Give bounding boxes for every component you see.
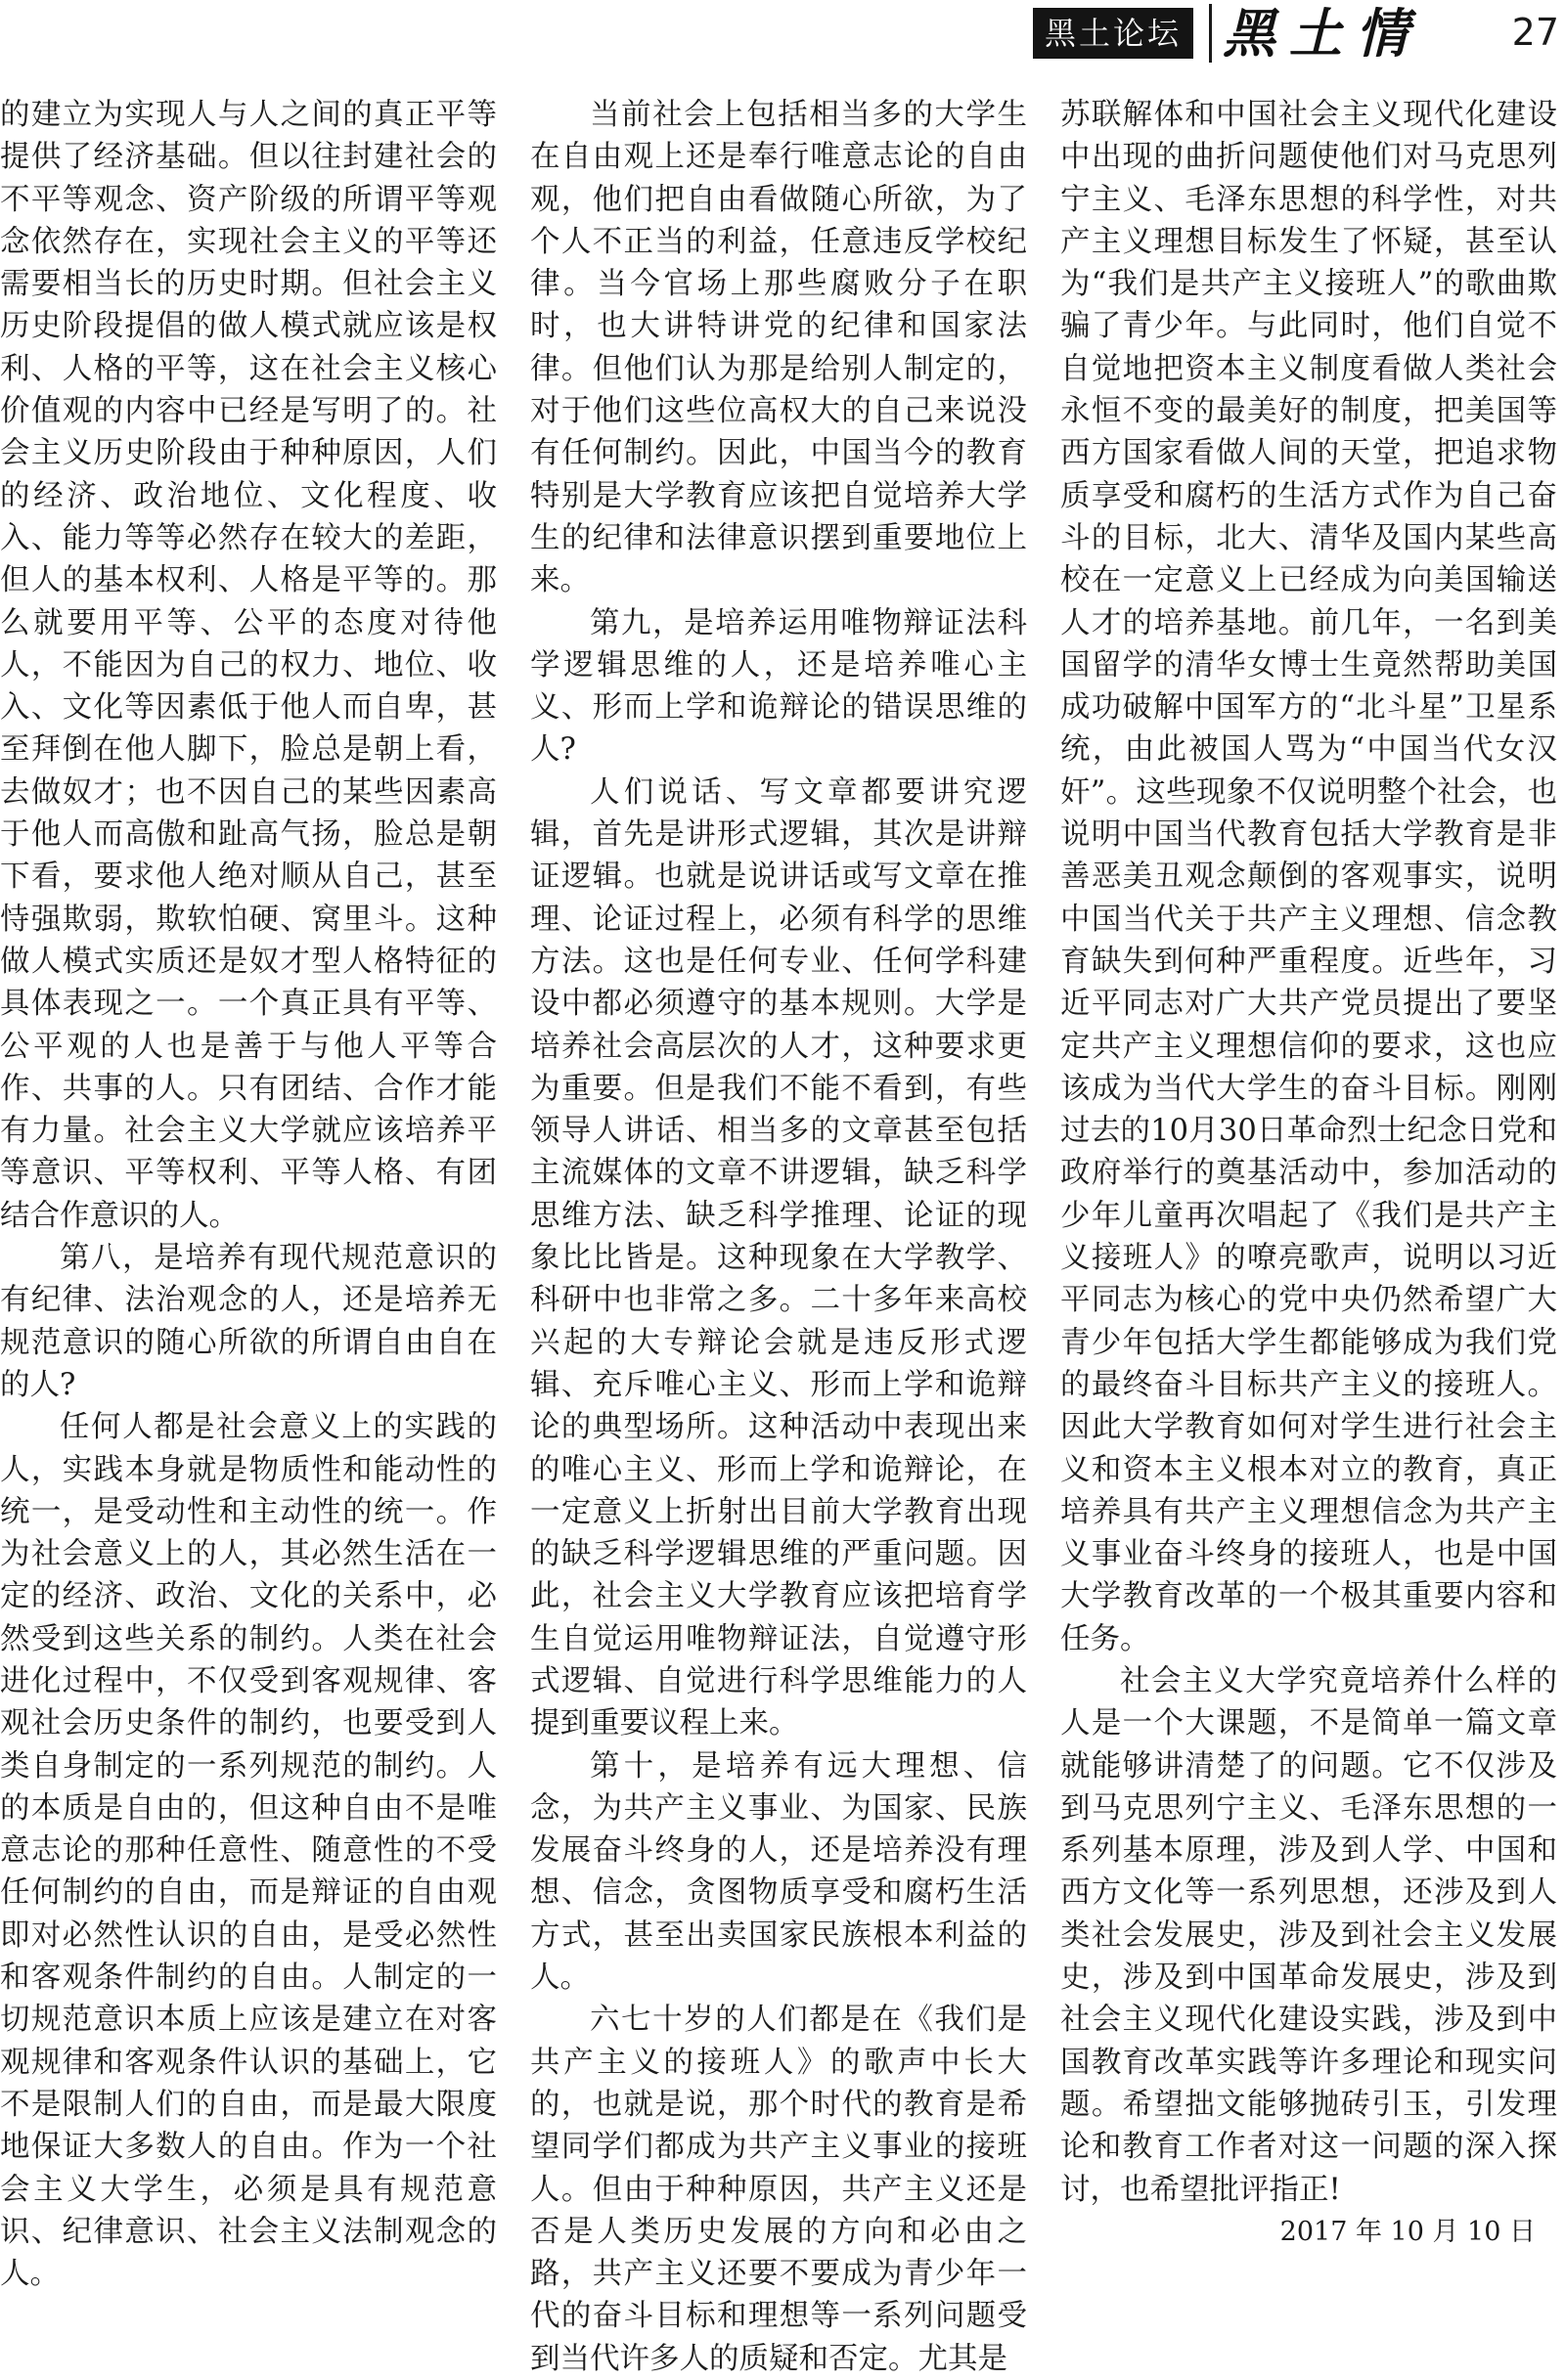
header-divider bbox=[1209, 4, 1212, 63]
text-column-3 bbox=[1060, 94, 1557, 2250]
paragraph: 当前社会上包括相当多的大学生在自由观上还是奉行唯意志论的自由观，他们把自由看做随心所欲，为了个人不正当的利益，任意违反学校纪律。当今官场上那些腐败分子在职时，也大讲特讲党的纪律和国家法律。但他们认为那是给别人制定的，对于他们这些位高权大的自己来说没有任何制约。因此，中国当今的教育特别是大学教育应该把自觉培养大学生的纪律和法律意识摆到重要地位上来。 bbox=[530, 98, 1027, 598]
section-heading-8: 第八，是培养有现代规范意识的有纪律、法治观念的人，还是培养无规范意识的随心所欲的所谓自由自在的人? bbox=[0, 1241, 497, 1402]
paragraph: 苏联解体和中国社会主义现代化建设中出现的曲折问题使他们对马克思列宁主义、毛泽东思想的科学性，对共产主义理想目标发生了怀疑，甚至认为“我们是共产主义接班人”的歌曲欺骗了青少年。与此同时，他们自觉不自觉地把资本主义制度看做人类社会永恒不变的最美好的制度，把美国等西方国家看做人间的天堂，把追求物质享受和腐朽的生活方式作为自己奋斗的目标，北大、清华及国内某些高校在一定意义上已经成为向美国输送人才的培养基地。前几年，一名到美国留学的清华女博士生竟然帮助美国成功破解中国军方的“北斗星”卫星系统，由此被国人骂为“中国当代女汉奸”。这些现象不仅说明整个社会，也说明中国当代教育包括大学教育是非善恶美丑观念颠倒的客观事实，说明中国当代关于共产主义理想、信念教育缺失到何种严重程度。近些年，习近平同志对广大共产党员提出了要坚定共产主义理想信仰的要求，这也应该成为当代大学生的奋斗目标。刚刚过去的10月30日革命烈士纪念日党和政府举行的奠基活动中，参加活动的少年儿童再次唱起了《我们是共产主义接班人》的嘹亮歌声，说明以习近平同志为核心的党中央仍然希望广大青少年包括大学生都能够成为我们党的最终奋斗目标共产主义的接班人。因此大学教育如何对学生进行社会主义和资本主义根本对立的教育，真正培养具有共产主义理想信念为共产主义事业奋斗终身的接班人，也是中国大学教育改革的一个极其重要内容和任务。 bbox=[1060, 98, 1557, 1656]
paragraph: 人们说话、写文章都要讲究逻辑，首先是讲形式逻辑，其次是讲辩证逻辑。也就是说讲话或写文章在推理、论证过程上，必须有科学的思维方法。这也是任何专业、任何学科建设中都必须遵守的基本规则。大学是培养社会高层次的人才，这种要求更为重要。但是我们不能不看到，有些领导人讲话、相当多的文章甚至包括主流媒体的文章不讲逻辑，缺乏科学思维方法、缺乏科学推理、论证的现象比比皆是。这种现象在大学教学、科研中也非常之多。二十多年来高校兴起的大专辩论会就是违反形式逻辑、充斥唯心主义、形而上学和诡辩论的典型场所。这种活动中表现出来的唯心主义、形而上学和诡辩论，在一定意义上折射出目前大学教育出现的缺乏科学逻辑思维的严重问题。因此，社会主义大学教育应该把培育学生自觉运用唯物辩证法，自觉遵守形式逻辑、自觉进行科学思维能力的人提到重要议程上来。 bbox=[530, 774, 1027, 1741]
page-number: 27 bbox=[1511, 11, 1559, 54]
section-badge: 黑土论坛 bbox=[1033, 8, 1193, 59]
paragraph: 六七十岁的人们都是在《我们是共产主义的接班人》的歌声中长大的，也就是说，那个时代的教育是希望同学们都成为共产主义事业的接班人。但由于种种原因，共产主义还是否是人类历史发展的方向和必由之路，共产主义还要不要成为青少年一代的奋斗目标和理想等一系列问题受到当代许多人的质疑和否定。尤其是 bbox=[530, 2003, 1027, 2376]
section-heading-10: 第十，是培养有远大理想、信念，为共产主义事业、为国家、民族发展奋斗终身的人，还是培养没有理想、信念，贪图物质享受和腐朽生活方式，甚至出卖国家民族根本利益的人。 bbox=[530, 1748, 1027, 1996]
text-column-2 bbox=[530, 94, 1027, 2376]
section-heading-9: 第九，是培养运用唯物辩证法科学逻辑思维的人，还是培养唯心主义、形而上学和诡辩论的错误思维的人? bbox=[530, 605, 1027, 768]
paragraph: 的建立为实现人与人之间的真正平等提供了经济基础。但以往封建社会的不平等观念、资产阶级的所谓平等观念依然存在，实现社会主义的平等还需要相当长的历史时期。但社会主义历史阶段提倡的做人模式就应该是权利、人格的平等，这在社会主义核心价值观的内容中已经是写明了的。社会主义历史阶段由于种种原因，人们的经济、政治地位、文化程度、收入、能力等等必然存在较大的差距，但人的基本权利、人格是平等的。那么就要用平等、公平的态度对待他人，不能因为自己的权力、地位、收入、文化等因素低于他人而自卑，甚至拜倒在他人脚下，脸总是朝上看，去做奴才；也不因自己的某些因素高于他人而高傲和趾高气扬，脸总是朝下看，要求他人绝对顺从自己，甚至恃强欺弱，欺软怕硬、窝里斗。这种做人模式实质还是奴才型人格特征的具体表现之一。一个真正具有平等、公平观的人也是善于与他人平等合作、共事的人。只有团结、合作才能有力量。社会主义大学就应该培养平等意识、平等权利、平等人格、有团结合作意识的人。 bbox=[0, 98, 497, 1233]
text-column-1 bbox=[0, 94, 497, 2292]
page-header bbox=[0, 0, 1565, 70]
masthead-logo: 黑土情 bbox=[1223, 2, 1422, 65]
paragraph: 社会主义大学究竟培养什么样的人是一个大课题，不是简单一篇文章就能够讲清楚了的问题。它不仅涉及到马克思列宁主义、毛泽东思想的一系列基本原理，涉及到人学、中国和西方文化等一系列思想，还涉及到人类社会发展史，涉及到社会主义发展史，涉及到中国革命发展史，涉及到社会主义现代化建设实践，涉及到中国教育改革实践等许多理论和现实问题。希望拙文能够抛砖引玉，引发理论和教育工作者对这一问题的深入探讨，也希望批评指正! bbox=[1060, 1663, 1557, 2207]
paragraph: 任何人都是社会意义上的实践的人，实践本身就是物质性和能动性的统一，是受动性和主动性的统一。作为社会意义上的人，其必然生活在一定的经济、政治、文化的关系中，必然受到这些关系的制约。人类在社会进化过程中，不仅受到客观规律、客观社会历史条件的制约，也要受到人类自身制定的一系列规范的制约。人的本质是自由的，但这种自由不是唯意志论的那种任意性、随意性的不受任何制约的自由，而是辩证的自由观即对必然性认识的自由，是受必然性和客观条件制约的自由。人制定的一切规范意识本质上应该是建立在对客观规律和客观条件认识的基础上，它不是限制人们的自由，而是最大限度地保证大多数人的自由。作为一个社会主义大学生，必须是具有规范意识、纪律意识、社会主义法制观念的人。 bbox=[0, 1410, 497, 2292]
article-date: 2017 年 10 月 10 日 bbox=[1279, 2216, 1536, 2247]
